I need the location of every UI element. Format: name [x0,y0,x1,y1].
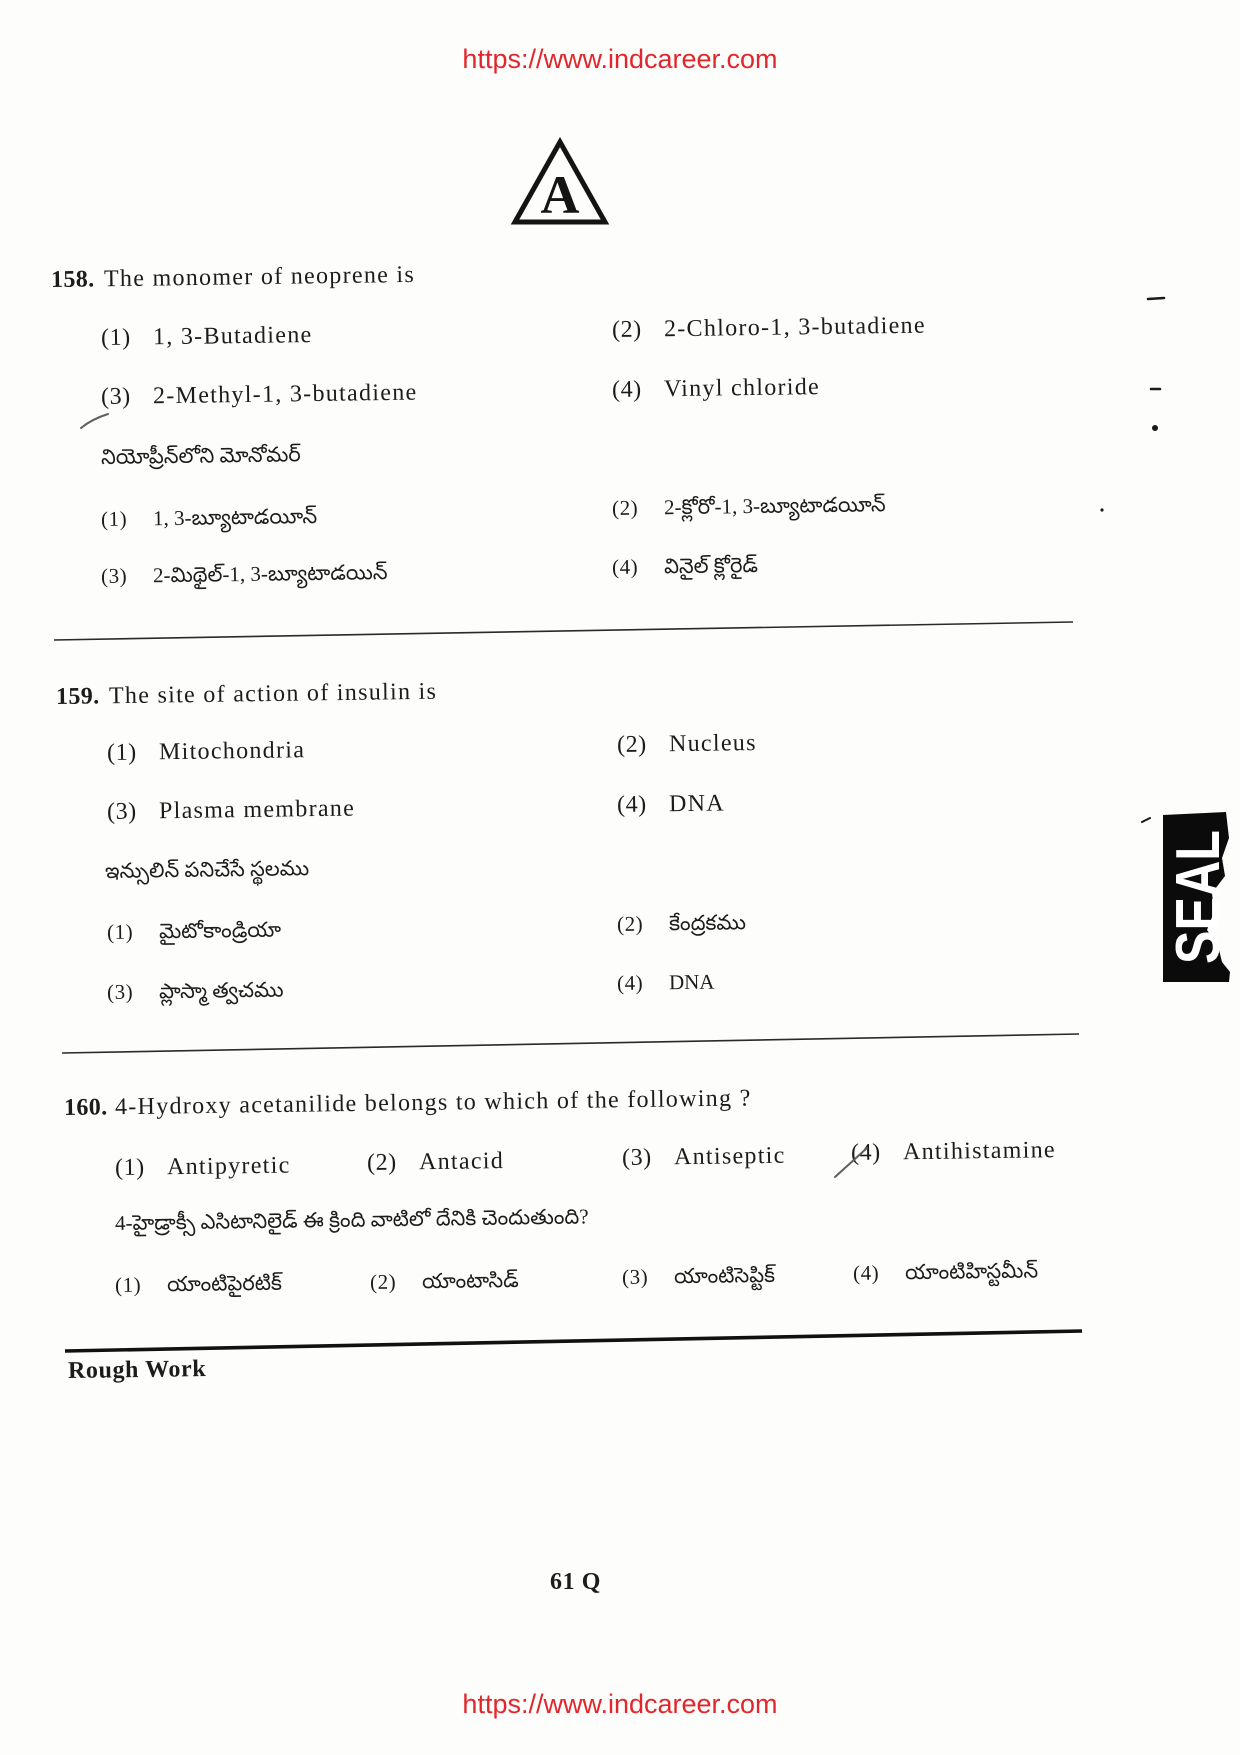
option-number: (4) [616,791,647,818]
option-number: (1) [106,739,137,766]
option-text: 2-మిథైల్-1, 3-బ్యూటాడయిన్ [152,560,388,588]
divider-after-q159 [62,1034,1079,1053]
rough-work-text: Rough Work [67,1356,207,1384]
option-text: Antacid [418,1148,505,1176]
option-number: (1) [114,1154,145,1181]
q160-option-2 [367,1146,504,1178]
q159-stem [56,677,438,712]
q159-text: The site of action of insulin is [108,678,438,710]
option-text: 2-క్లోరో-1, 3-బ్యూటాడయీన్ [663,492,886,520]
pencil-mark-q158 [81,414,108,428]
option-text: 2-Methyl-1, 3-butadiene [152,379,418,410]
q158-number: 158. [50,266,95,293]
option-text: మైటోకాండ్రియా [158,917,282,944]
top-watermark-link[interactable]: https://www.indcareer.com [462,44,778,74]
q160-telugu-stem [115,1201,589,1238]
q160-stem [64,1083,752,1123]
option-text: Antipyretic [166,1152,291,1181]
option-number: (2) [369,1269,397,1294]
option-text: 2-Chloro-1, 3-butadiene [663,312,926,343]
q159-option-1 [107,735,306,768]
option-text: Nucleus [668,730,757,758]
option-text: యాంటాసిడ్ [421,1267,519,1294]
option-number: (3) [106,979,134,1004]
option-text: Antiseptic [673,1142,786,1171]
margin-dash [1148,298,1164,299]
seal-block [1163,812,1230,982]
series-triangle-icon [515,142,605,222]
q159-number: 159. [55,683,100,710]
q159-option-4 [617,788,725,820]
option-number: (3) [100,383,131,410]
option-number: (3) [621,1264,649,1289]
option-text: యాంటిహిస్టమీన్ [904,1258,1039,1285]
telugu-question-text: ఇన్సులిన్ పనిచేసే స్థలము [104,856,310,883]
q159-option-3 [107,794,356,827]
q159-telugu-option-4 [617,967,715,998]
option-number: (2) [611,316,642,343]
option-text: వినైల్ క్లోరైడ్ [663,552,759,579]
telugu-question-text: నియోప్రీన్‌లోని మోనోమర్ [100,442,301,469]
option-number: (1) [106,919,134,944]
divider-rough-work [65,1331,1082,1351]
option-number: (3) [621,1144,652,1171]
q158-telugu-option-2 [612,489,886,523]
option-number: (3) [106,798,137,825]
q160-number: 160. [63,1094,108,1121]
q159-telugu-option-1 [107,915,281,947]
page-number [550,1567,601,1597]
q158-stem [51,260,415,295]
margin-marks [1100,298,1164,822]
q160-telugu-option-2 [370,1265,519,1297]
q160-option-1 [115,1151,291,1183]
option-number: (1) [100,324,131,351]
option-number: (2) [611,495,639,520]
booklet-series-badge [515,142,605,225]
seal-text: SEAL [1164,798,1233,964]
q158-telugu-option-4 [612,550,758,582]
q160-option-4 [851,1135,1056,1168]
q159-telugu-stem [105,853,310,886]
margin-dot [1100,508,1103,511]
option-text: DNA [668,790,726,818]
option-text: Vinyl chloride [663,374,821,403]
option-number: (2) [616,731,647,758]
q158-telugu-stem [101,439,301,472]
seal-stamp [1163,798,1233,982]
option-number: (2) [616,911,644,936]
bottom-watermark-link[interactable]: https://www.indcareer.com [462,1689,778,1719]
option-number: (2) [366,1149,397,1176]
q159-option-2 [617,728,757,760]
q158-option-1 [101,320,313,353]
option-text: Plasma membrane [158,795,356,825]
q158-option-4 [612,372,820,405]
q160-option-3 [622,1141,786,1173]
rough-work-label [68,1354,207,1386]
option-text: యాంటిపైరటిక్ [166,1270,283,1297]
q160-text: 4-Hydroxy acetanilide belongs to which of the following ? [114,1085,752,1121]
q160-telugu-option-3 [622,1260,775,1292]
option-number: (4) [852,1260,880,1285]
q158-option-2 [612,311,926,345]
q158-telugu-option-1 [101,501,318,534]
q160-telugu-option-4 [853,1255,1039,1288]
page-number-text: 61 Q [550,1569,602,1595]
divider-after-q158 [54,622,1073,640]
option-text: Antihistamine [902,1137,1057,1166]
q158-option-3 [101,378,418,412]
telugu-question-text: 4-హైడ్రాక్సీ ఎసిటానిలైడ్ ఈ క్రింది వాటిలో దేనికి చెందుతుంది? [114,1204,589,1235]
option-text: యాంటిసెప్టిక్ [673,1262,776,1289]
margin-dash [1142,818,1150,822]
option-text: ప్లాస్మా త్వచము [158,977,284,1004]
series-letter: A [540,165,580,225]
option-number: (4) [611,554,639,579]
q159-telugu-option-3 [107,975,284,1007]
option-number: (1) [114,1272,142,1297]
option-number: (4) [611,376,642,403]
option-text: కేంద్రకము [668,910,747,936]
option-number: (1) [100,506,128,531]
q158-text: The monomer of neoprene is [103,261,416,293]
q160-telugu-option-1 [115,1268,282,1300]
option-number: (3) [100,563,128,588]
option-number: (4) [850,1139,881,1166]
q159-telugu-option-2 [617,907,746,939]
margin-dot [1152,425,1158,431]
option-number: (4) [616,970,644,995]
option-text: DNA [668,969,715,995]
option-text: Mitochondria [158,737,306,766]
q158-telugu-option-3 [101,557,388,591]
option-text: 1, 3-Butadiene [152,322,313,351]
option-text: 1, 3-బ్యూటాడయీన్ [152,503,318,531]
